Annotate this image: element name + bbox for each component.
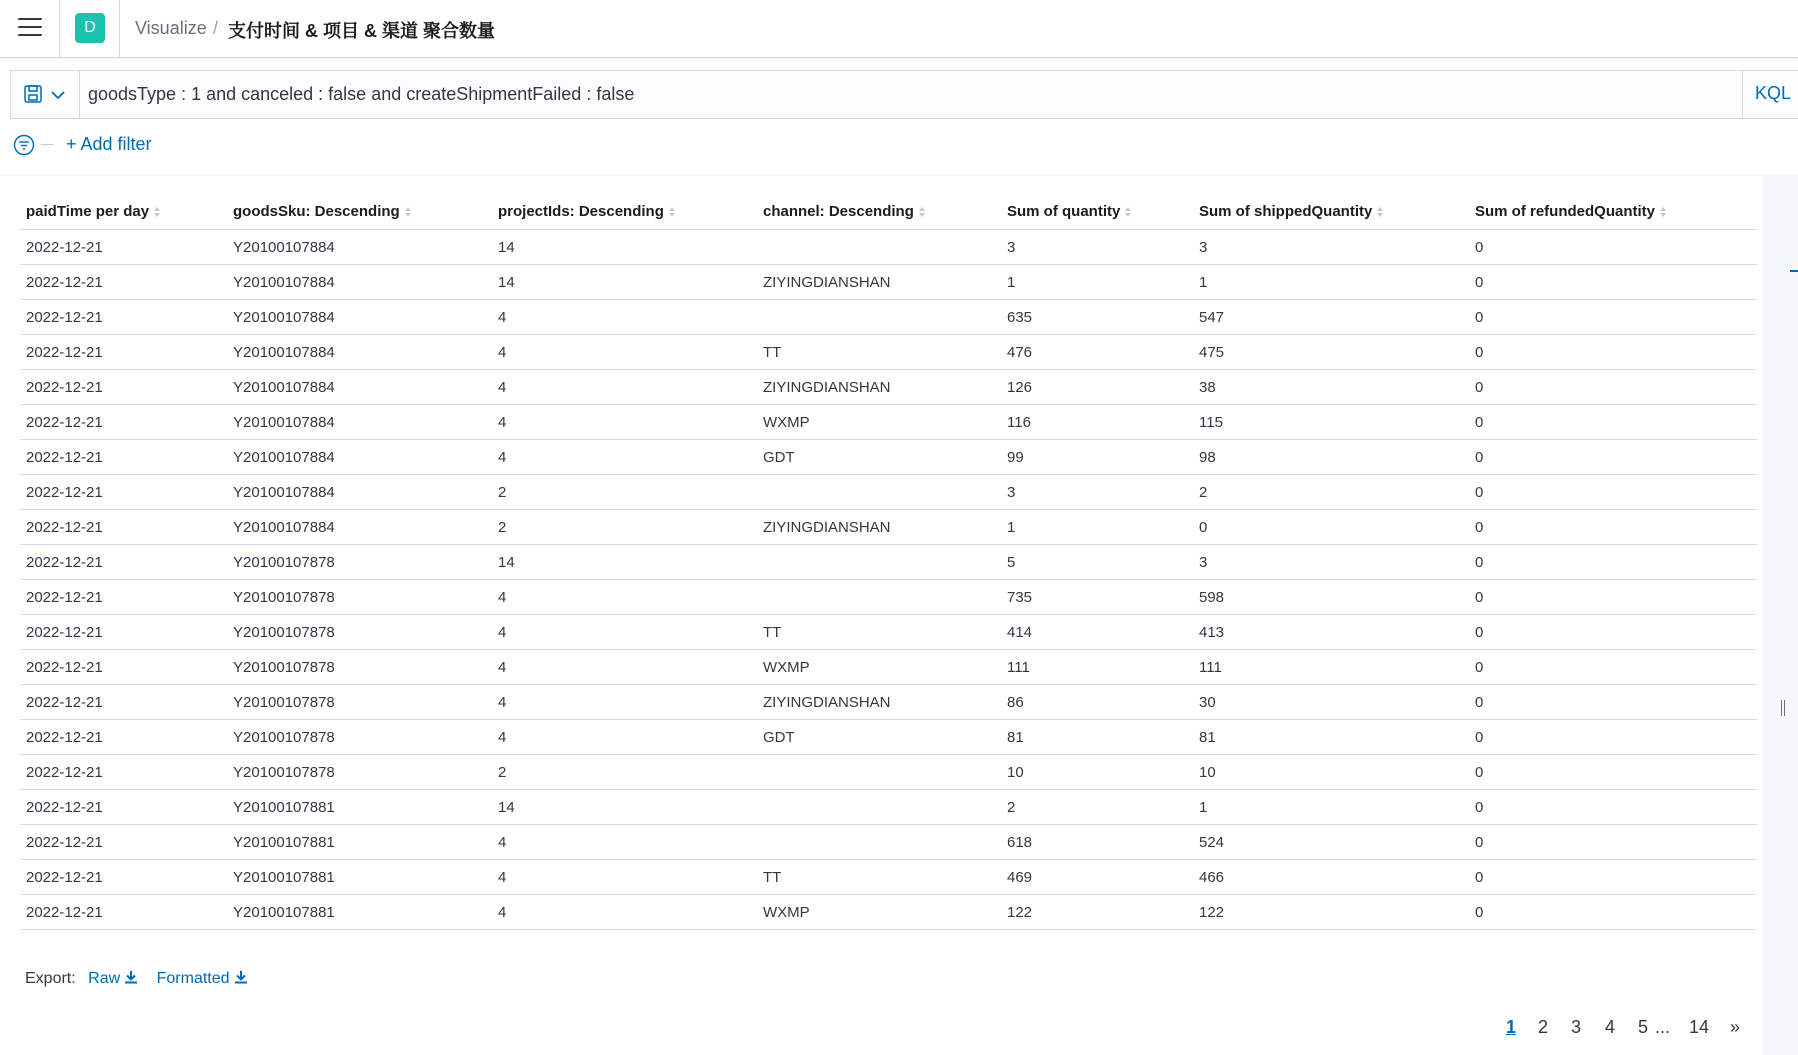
table-cell: 86 <box>1001 685 1193 720</box>
column-header[interactable] <box>1469 194 1757 230</box>
table-cell: 98 <box>1193 440 1469 475</box>
column-header[interactable] <box>757 194 1001 230</box>
data-table <box>20 194 1757 930</box>
table-row <box>20 895 1757 930</box>
table-cell: Y20100107878 <box>227 650 492 685</box>
table-cell: 2 <box>492 755 757 790</box>
query-bar <box>10 70 1798 119</box>
table-cell: Y20100107884 <box>227 230 492 265</box>
table-cell: 2022-12-21 <box>20 860 227 895</box>
column-header-label[interactable]: Sum of quantity <box>1007 203 1121 220</box>
table-cell: WXMP <box>757 895 1001 930</box>
table-cell: 524 <box>1193 825 1469 860</box>
table-cell: 476 <box>1001 335 1193 370</box>
table-cell: 2 <box>1193 475 1469 510</box>
table-cell: 0 <box>1469 615 1757 650</box>
table-cell: Y20100107884 <box>227 405 492 440</box>
table-cell: 2022-12-21 <box>20 300 227 335</box>
table-cell: 0 <box>1469 650 1757 685</box>
table-cell: 10 <box>1193 755 1469 790</box>
table-cell: 4 <box>492 895 757 930</box>
table-cell: Y20100107881 <box>227 790 492 825</box>
table-header-row <box>20 194 1757 230</box>
table-cell <box>757 300 1001 335</box>
table-cell: 2022-12-21 <box>20 335 227 370</box>
table-cell: Y20100107878 <box>227 685 492 720</box>
table-cell: 99 <box>1001 440 1193 475</box>
saved-query-menu-button[interactable] <box>11 71 80 118</box>
table-cell: 14 <box>492 230 757 265</box>
pagination-page-1[interactable]: 1 <box>1506 1017 1517 1037</box>
filter-divider <box>41 144 53 145</box>
table-cell: 2022-12-21 <box>20 685 227 720</box>
table-body <box>20 230 1757 930</box>
table-cell: 735 <box>1001 580 1193 615</box>
table-cell: 4 <box>492 720 757 755</box>
table-cell: 4 <box>492 650 757 685</box>
table-row <box>20 825 1757 860</box>
column-header-label[interactable]: Sum of shippedQuantity <box>1199 203 1373 220</box>
column-header[interactable] <box>492 194 757 230</box>
table-cell: 30 <box>1193 685 1469 720</box>
table-cell: 4 <box>492 825 757 860</box>
table-cell: 0 <box>1469 755 1757 790</box>
table-cell: Y20100107881 <box>227 825 492 860</box>
table-cell: 2 <box>492 475 757 510</box>
table-cell: 116 <box>1001 405 1193 440</box>
table-cell: 2022-12-21 <box>20 370 227 405</box>
table-cell: 2 <box>492 510 757 545</box>
table-cell: Y20100107884 <box>227 370 492 405</box>
table-cell: Y20100107884 <box>227 335 492 370</box>
table-cell: 4 <box>492 440 757 475</box>
sort-icon[interactable] <box>153 206 161 218</box>
table-cell <box>757 790 1001 825</box>
hamburger-icon[interactable] <box>18 18 42 38</box>
table-row <box>20 335 1757 370</box>
sort-icon[interactable] <box>404 206 412 218</box>
table-cell: 2022-12-21 <box>20 510 227 545</box>
page-title: 支付时间 & 项目 & 渠道 聚合数量 <box>228 21 496 41</box>
table-cell: 2022-12-21 <box>20 755 227 790</box>
table-cell: 413 <box>1193 615 1469 650</box>
chevron-down-icon <box>51 90 65 100</box>
table-cell: 0 <box>1469 580 1757 615</box>
table-cell: 0 <box>1469 895 1757 930</box>
table-cell: 4 <box>492 300 757 335</box>
pagination-page-4[interactable]: 4 <box>1605 1017 1616 1037</box>
table-cell: 0 <box>1469 405 1757 440</box>
table-row <box>20 790 1757 825</box>
filter-icon[interactable] <box>13 134 35 156</box>
table-cell: 10 <box>1001 755 1193 790</box>
pagination-next-button[interactable]: » <box>1730 1017 1741 1037</box>
table-cell: 81 <box>1193 720 1469 755</box>
table-cell: 115 <box>1193 405 1469 440</box>
table-cell: ZIYINGDIANSHAN <box>757 510 1001 545</box>
table-cell: 2022-12-21 <box>20 405 227 440</box>
export-formatted-label[interactable]: Formatted <box>156 970 230 987</box>
table-cell: Y20100107878 <box>227 755 492 790</box>
table-cell: 2022-12-21 <box>20 580 227 615</box>
table-cell: 4 <box>492 370 757 405</box>
download-icon <box>124 970 138 984</box>
table-cell: 2022-12-21 <box>20 790 227 825</box>
table-cell: 4 <box>492 860 757 895</box>
table-cell: 111 <box>1001 650 1193 685</box>
table-cell: 2022-12-21 <box>20 650 227 685</box>
table-cell: 0 <box>1469 440 1757 475</box>
add-filter-button[interactable]: + Add filter <box>66 134 152 154</box>
table-cell: WXMP <box>757 650 1001 685</box>
floppy-disk-icon <box>23 84 43 104</box>
table-cell: 2022-12-21 <box>20 825 227 860</box>
table-cell: 14 <box>492 790 757 825</box>
table-cell: 3 <box>1001 230 1193 265</box>
side-panel-indicator <box>1790 270 1798 272</box>
table-row <box>20 615 1757 650</box>
table-cell: ZIYINGDIANSHAN <box>757 685 1001 720</box>
table-cell: 2022-12-21 <box>20 720 227 755</box>
table-cell: 0 <box>1469 720 1757 755</box>
query-input[interactable] <box>88 81 1688 107</box>
table-cell: 111 <box>1193 650 1469 685</box>
export-raw-link[interactable] <box>88 970 142 987</box>
table-cell: 0 <box>1469 335 1757 370</box>
table-row <box>20 720 1757 755</box>
column-header-label[interactable]: paidTime per day <box>26 203 150 220</box>
table-row <box>20 265 1757 300</box>
table-cell <box>757 755 1001 790</box>
table-cell: 0 <box>1469 230 1757 265</box>
kql-label[interactable]: KQL <box>1755 83 1792 103</box>
table-row <box>20 545 1757 580</box>
table-cell: 5 <box>1001 545 1193 580</box>
query-language-switcher[interactable] <box>1742 71 1798 118</box>
table-row <box>20 860 1757 895</box>
table-cell: 14 <box>492 265 757 300</box>
breadcrumb-visualize[interactable]: Visualize <box>135 18 207 38</box>
table-cell: TT <box>757 335 1001 370</box>
resize-handle[interactable] <box>1781 700 1787 716</box>
table-cell: 2022-12-21 <box>20 545 227 580</box>
column-header[interactable] <box>1193 194 1469 230</box>
table-cell: 0 <box>1469 475 1757 510</box>
table-cell: 122 <box>1193 895 1469 930</box>
table-cell: GDT <box>757 440 1001 475</box>
table-cell: 4 <box>492 685 757 720</box>
table-cell: 4 <box>492 405 757 440</box>
table-cell: 81 <box>1001 720 1193 755</box>
table-cell: 547 <box>1193 300 1469 335</box>
column-header-label[interactable]: projectIds: Descending <box>498 203 664 220</box>
space-avatar[interactable]: D <box>75 13 105 43</box>
table-cell: 2022-12-21 <box>20 475 227 510</box>
table-cell: 1 <box>1193 265 1469 300</box>
table-cell: Y20100107884 <box>227 440 492 475</box>
table-cell: 475 <box>1193 335 1469 370</box>
table-cell: 2022-12-21 <box>20 895 227 930</box>
table-row <box>20 370 1757 405</box>
export-raw-label[interactable]: Raw <box>88 970 121 987</box>
table-cell: 0 <box>1469 510 1757 545</box>
table-cell <box>757 545 1001 580</box>
table-cell: Y20100107878 <box>227 615 492 650</box>
table-cell: 618 <box>1001 825 1193 860</box>
table-cell: Y20100107884 <box>227 265 492 300</box>
header-divider <box>119 0 120 57</box>
table-row <box>20 440 1757 475</box>
table-cell <box>757 825 1001 860</box>
table-row <box>20 475 1757 510</box>
table-cell: 0 <box>1193 510 1469 545</box>
table-row <box>20 510 1757 545</box>
table-cell: 2022-12-21 <box>20 230 227 265</box>
table-row <box>20 230 1757 265</box>
table-cell: 469 <box>1001 860 1193 895</box>
column-header[interactable] <box>20 194 227 230</box>
pagination-page-3[interactable]: 3 <box>1571 1017 1582 1037</box>
table-cell: 3 <box>1193 545 1469 580</box>
export-bar <box>25 970 248 988</box>
table-row <box>20 650 1757 685</box>
table-cell: 1 <box>1001 265 1193 300</box>
table-row <box>20 405 1757 440</box>
pagination-page-last[interactable]: 14 <box>1689 1017 1710 1037</box>
table-cell: Y20100107878 <box>227 545 492 580</box>
column-header[interactable] <box>227 194 492 230</box>
table-cell: Y20100107884 <box>227 475 492 510</box>
table-cell: GDT <box>757 720 1001 755</box>
table-cell: 0 <box>1469 545 1757 580</box>
table-cell: WXMP <box>757 405 1001 440</box>
table-row <box>20 300 1757 335</box>
table-row <box>20 755 1757 790</box>
table-cell: Y20100107881 <box>227 895 492 930</box>
sort-icon[interactable] <box>1659 206 1667 218</box>
sort-icon[interactable] <box>668 206 676 218</box>
table-cell: Y20100107878 <box>227 720 492 755</box>
table-cell: 2022-12-21 <box>20 440 227 475</box>
table-cell: 598 <box>1193 580 1469 615</box>
sort-icon[interactable] <box>1124 206 1132 218</box>
export-label: Export: <box>25 970 76 987</box>
pagination-page-2[interactable]: 2 <box>1538 1017 1549 1037</box>
table-cell: 126 <box>1001 370 1193 405</box>
table-cell: 0 <box>1469 265 1757 300</box>
table-cell: ZIYINGDIANSHAN <box>757 265 1001 300</box>
column-header-label[interactable]: channel: Descending <box>763 203 914 220</box>
table-cell: 2022-12-21 <box>20 265 227 300</box>
sort-icon[interactable] <box>1376 206 1384 218</box>
table-cell <box>757 580 1001 615</box>
header-divider <box>59 0 60 57</box>
table-cell: TT <box>757 860 1001 895</box>
table-cell: 1 <box>1001 510 1193 545</box>
pagination-ellipsis: ... <box>1655 1017 1671 1037</box>
table-cell: 0 <box>1469 300 1757 335</box>
table-cell: 14 <box>492 545 757 580</box>
table-cell: 0 <box>1469 790 1757 825</box>
table-cell: Y20100107884 <box>227 510 492 545</box>
table-cell: Y20100107881 <box>227 860 492 895</box>
table-cell: 3 <box>1193 230 1469 265</box>
download-icon <box>234 970 248 984</box>
table-row <box>20 580 1757 615</box>
top-header <box>0 0 1798 58</box>
table-cell: 466 <box>1193 860 1469 895</box>
table-cell: Y20100107878 <box>227 580 492 615</box>
pagination-page-5[interactable]: 5 <box>1638 1017 1649 1037</box>
table-cell: 3 <box>1001 475 1193 510</box>
column-header[interactable] <box>1001 194 1193 230</box>
table-cell: ZIYINGDIANSHAN <box>757 370 1001 405</box>
table-cell: 0 <box>1469 370 1757 405</box>
column-header-label[interactable]: goodsSku: Descending <box>233 203 400 220</box>
table-cell: 414 <box>1001 615 1193 650</box>
table-cell: 0 <box>1469 685 1757 720</box>
export-formatted-link[interactable] <box>157 970 248 987</box>
table-cell: 2022-12-21 <box>20 615 227 650</box>
column-header-label[interactable]: Sum of refundedQuantity <box>1475 203 1655 220</box>
table-cell: 4 <box>492 580 757 615</box>
breadcrumb-separator: / <box>213 18 219 38</box>
table-cell: 0 <box>1469 860 1757 895</box>
table-cell <box>757 230 1001 265</box>
table-cell: 122 <box>1001 895 1193 930</box>
table-cell <box>757 475 1001 510</box>
table-cell: 1 <box>1193 790 1469 825</box>
table-cell: 2 <box>1001 790 1193 825</box>
table-cell: 38 <box>1193 370 1469 405</box>
table-cell: 0 <box>1469 825 1757 860</box>
table-cell: Y20100107884 <box>227 300 492 335</box>
table-cell: TT <box>757 615 1001 650</box>
table-cell: 635 <box>1001 300 1193 335</box>
table-row <box>20 685 1757 720</box>
table-cell: 4 <box>492 335 757 370</box>
sort-icon[interactable] <box>918 206 926 218</box>
table-cell: 4 <box>492 615 757 650</box>
